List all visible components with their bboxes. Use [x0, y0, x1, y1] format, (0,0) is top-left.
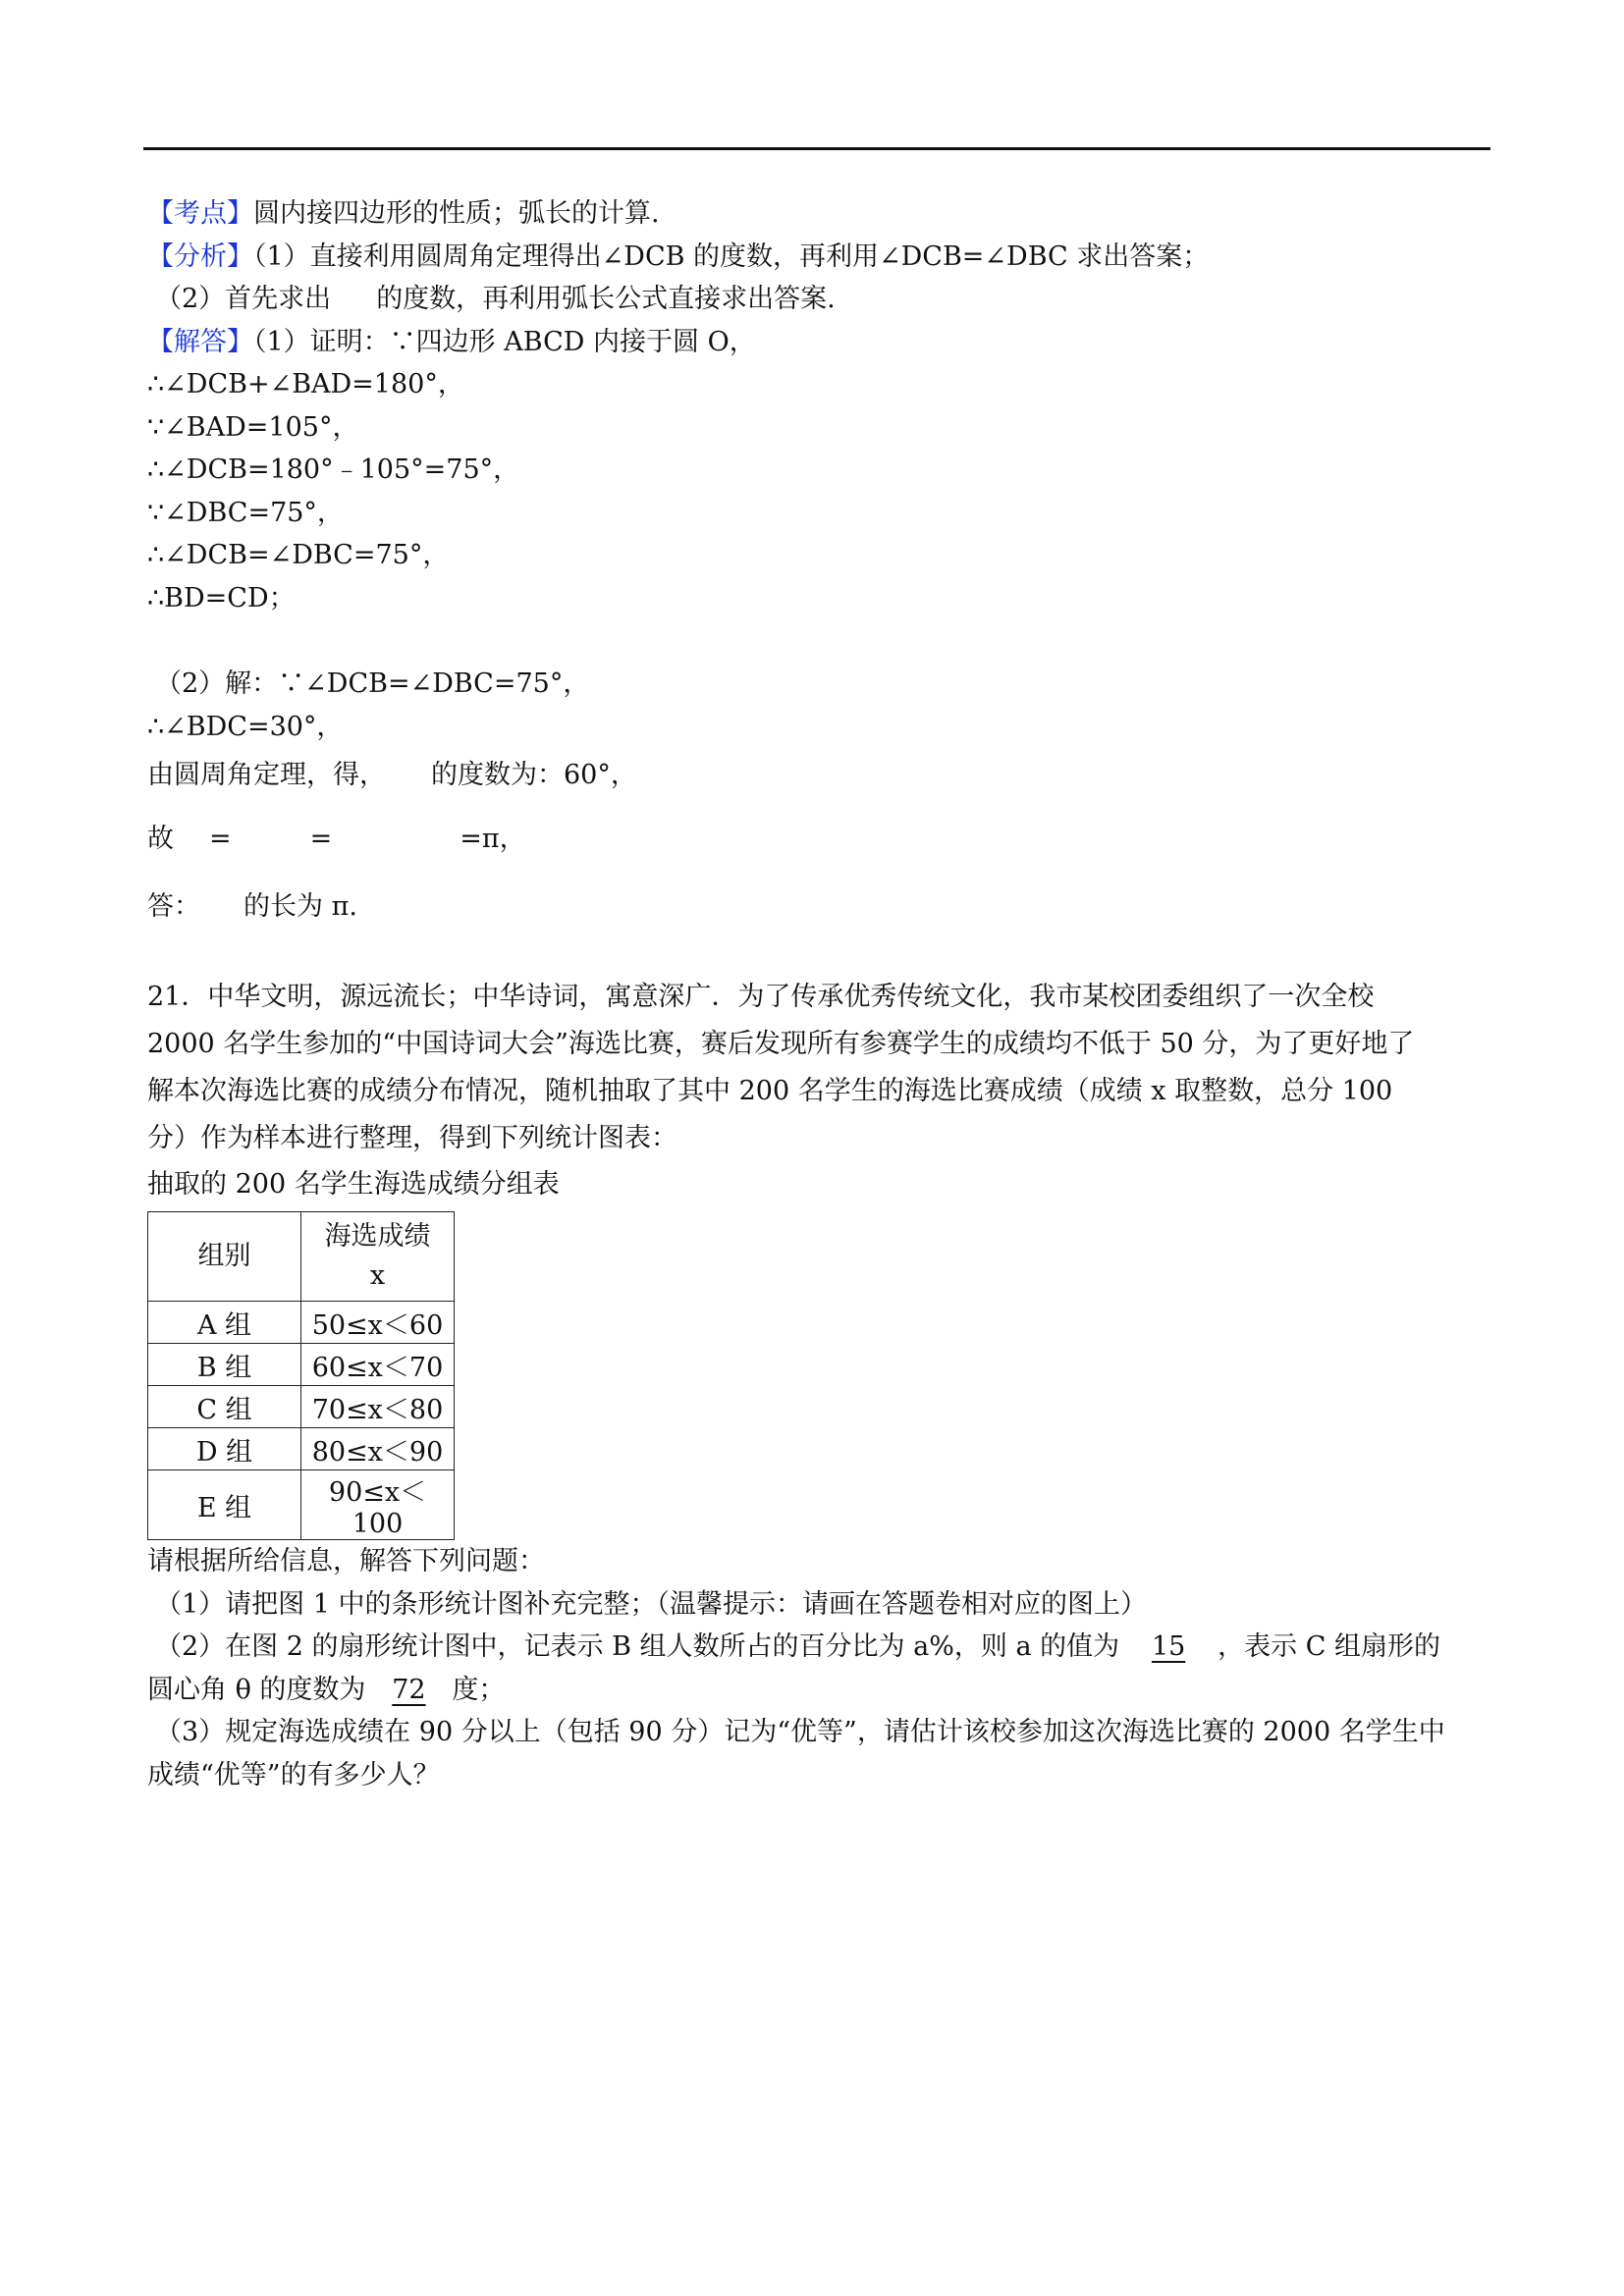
- part2-line-2: ∴∠BDC=30°，: [147, 711, 344, 742]
- q21-sub3-line1: （3）规定海选成绩在 90 分以上（包括 90 分）记为“优等”，请估计该校参加这次海选比赛的 2000 名学生中: [155, 1717, 1445, 1747]
- group-table: [147, 1211, 455, 1540]
- q21-sub1: （1）请把图 1 中的条形统计图补充完整；（温馨提示：请画在答题卷相对应的图上）: [155, 1588, 1148, 1620]
- part2-text-4c: =: [309, 824, 333, 854]
- proof-step: ∴∠DCB=∠DBC=75°，: [147, 540, 450, 570]
- table-row: [148, 1344, 455, 1386]
- q21-sub2-line1: [147, 1626, 1492, 1669]
- kaodian-text: 圆内接四边形的性质；弧长的计算.: [253, 198, 660, 229]
- q21-sub2-line2: [147, 1669, 1492, 1712]
- fenxi-text-1: （1）直接利用圆周角定理得出∠DCB 的度数，再利用∠DCB=∠DBC 求出答案；: [253, 240, 1210, 272]
- jieda-line-1: [147, 321, 1492, 364]
- cell-range: 90≤x＜100: [301, 1470, 455, 1540]
- header-group: 组别: [148, 1212, 301, 1302]
- cell-range: 70≤x＜80: [301, 1386, 455, 1428]
- answer-a-value: 15: [1151, 1631, 1186, 1662]
- q21-line: 分）作为样本进行整理，得到下列统计图表：: [147, 1123, 677, 1153]
- cell-group: D 组: [148, 1428, 301, 1470]
- table-header-row: [148, 1212, 455, 1302]
- header-score-line1: 海选成绩: [324, 1221, 431, 1252]
- proof-step: ∴∠DCB=180°﹣105°=75°，: [147, 454, 520, 485]
- jieda-tag: 【解答】: [147, 326, 253, 357]
- q21-sub2-text-c: 圆心角 θ 的度数为: [147, 1674, 366, 1705]
- proof-step: ∵∠DBC=75°，: [147, 497, 344, 528]
- document-body: [147, 192, 1492, 1796]
- part2-text-4b: =: [209, 824, 232, 854]
- question-21: [147, 974, 1492, 1162]
- proof-step: ∵∠BAD=105°，: [147, 411, 359, 443]
- fenxi-text-2a: （2）首先求出: [155, 284, 332, 314]
- cell-range: 80≤x＜90: [301, 1428, 455, 1470]
- q21-sub3-line2: 成绩“优等”的有多少人？: [147, 1759, 440, 1790]
- part2-line-1: （2）解：∵∠DCB=∠DBC=75°，: [155, 668, 590, 699]
- fenxi-line-2: [147, 278, 1492, 321]
- kaodian-line: [147, 192, 1492, 236]
- part2-text-3a: 由圆周角定理，得，: [147, 760, 386, 790]
- cell-range: 60≤x＜70: [301, 1344, 455, 1386]
- kaodian-tag: 【考点】: [147, 198, 253, 229]
- table-row: [148, 1428, 455, 1470]
- part2-text-5a: 答：: [147, 891, 200, 922]
- header-score-line2: x: [369, 1260, 386, 1291]
- part2-line-5: [147, 876, 1492, 938]
- cell-group: B 组: [148, 1344, 301, 1386]
- table-title: 抽取的 200 名学生海选成绩分组表: [147, 1169, 560, 1200]
- cell-group: C 组: [148, 1386, 301, 1428]
- part2-line-3: [147, 748, 1492, 803]
- part2-text-3b: 的度数为：60°，: [431, 760, 637, 790]
- fenxi-text-2b: 的度数，再利用弧长公式直接求出答案.: [376, 284, 836, 314]
- q21-line: 21．中华文明，源远流长；中华诗词，寓意深广．为了传承优秀传统文化，我市某校团委组织了一次全校: [147, 982, 1375, 1012]
- table-row: [148, 1302, 455, 1344]
- q21-prompt: 请根据所给信息，解答下列问题：: [147, 1546, 545, 1576]
- cell-group: A 组: [148, 1302, 301, 1344]
- table-row: [148, 1470, 455, 1540]
- part2-text-4a: 故: [147, 824, 174, 854]
- q21-sub2-text-a: （2）在图 2 的扇形统计图中，记表示 B 组人数所占的百分比为 a%，则 a 的值为: [155, 1631, 1120, 1662]
- jieda-text-1: （1）证明：∵四边形 ABCD 内接于圆 O，: [253, 326, 756, 357]
- header-score: [301, 1212, 455, 1302]
- proof-step: ∴∠DCB+∠BAD=180°，: [147, 369, 464, 400]
- cell-range: 50≤x＜60: [301, 1302, 455, 1344]
- proof-step: ∴BD=CD；: [147, 582, 296, 614]
- part2-text-4d: =π，: [460, 824, 526, 854]
- q21-line: 解本次海选比赛的成绩分布情况，随机抽取了其中 200 名学生的海选比赛成绩（成绩 x 取整数，总分 100: [147, 1076, 1393, 1106]
- answer-theta-value: 72: [392, 1674, 426, 1705]
- part2-line-4: [147, 803, 1492, 876]
- fenxi-line-1: [147, 236, 1492, 279]
- table-row: [148, 1386, 455, 1428]
- q21-sub2-text-d: 度；: [452, 1674, 506, 1705]
- part2-text-5b: 的长为 π.: [244, 891, 357, 922]
- q21-line: 2000 名学生参加的“中国诗词大会”海选比赛，赛后发现所有参赛学生的成绩均不低于 50 分，为了更好地了: [147, 1029, 1415, 1059]
- fenxi-tag: 【分析】: [147, 240, 253, 272]
- cell-group: E 组: [148, 1470, 301, 1540]
- header-rule: [143, 147, 1490, 150]
- q21-sub2-text-b: ，表示 C 组扇形的: [1218, 1631, 1440, 1662]
